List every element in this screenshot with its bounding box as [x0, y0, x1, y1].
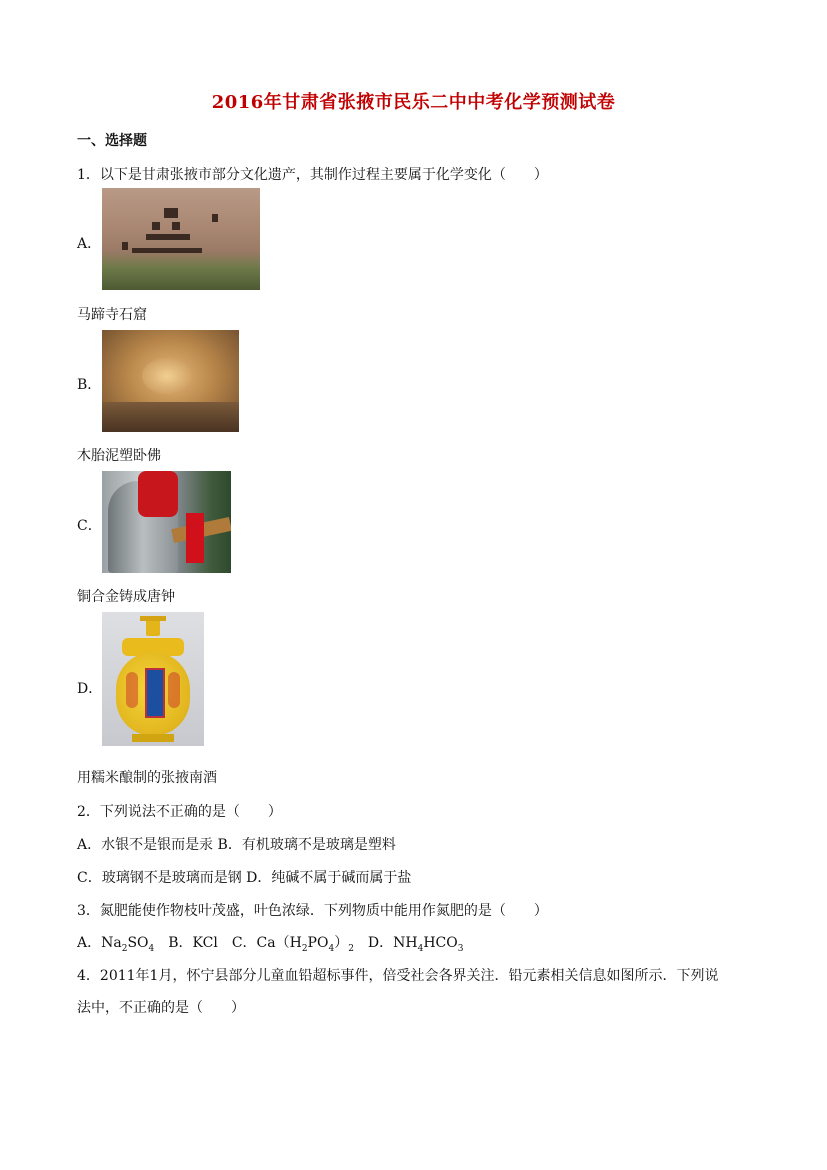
q3-d-mid: HCO — [423, 935, 458, 951]
option-a-caption: 马蹄寺石窟 — [77, 307, 147, 323]
option-d-caption: 用糯米酿制的张掖南酒 — [77, 770, 217, 786]
buddha-image — [102, 330, 239, 432]
question-4-line-1: 4．2011年1月，怀宁县部分儿童血铅超标事件，倍受社会各界关注．铅元素相关信息如图所示．下列说 — [77, 968, 719, 984]
option-b-caption: 木胎泥塑卧佛 — [77, 448, 161, 464]
q3-d-sub2: 3 — [457, 943, 464, 954]
q3-c-sub1: 2 — [301, 943, 308, 954]
q3-a-sub2: 4 — [148, 943, 155, 954]
question-3-options — [77, 932, 463, 954]
question-1-stem: 1．以下是甘肃张掖市部分文化遗产，其制作过程主要属于化学变化（ ） — [77, 167, 548, 183]
question-3-stem: 3．氮肥能使作物枝叶茂盛，叶色浓绿．下列物质中能用作氮肥的是（ ） — [77, 903, 548, 919]
q3-b: B．KCl C．Ca（H — [154, 935, 302, 951]
question-4-line-2: 法中，不正确的是（ ） — [77, 1000, 245, 1016]
q3-c-sub3: 2 — [348, 943, 354, 954]
vase-image — [102, 612, 204, 746]
q3-a-pre: A．Na — [77, 935, 122, 951]
question-2-options-ab: A．水银不是银而是汞 B．有机玻璃不是玻璃是塑料 — [77, 837, 396, 853]
question-2-options-cd: C．玻璃钢不是玻璃而是钢 D．纯碱不属于碱而属于盐 — [77, 870, 412, 886]
option-b-letter: B． — [77, 377, 102, 393]
page-title: 2016年甘肃省张掖市民乐二中中考化学预测试卷 — [211, 92, 616, 113]
q3-c-mid: PO — [307, 935, 329, 951]
q3-c-sub2: 4 — [328, 943, 335, 954]
question-2-stem: 2．下列说法不正确的是（ ） — [77, 804, 282, 820]
bell-image — [102, 471, 231, 573]
section-heading: 一、选择题 — [77, 133, 147, 149]
q3-d-sub1: 4 — [417, 943, 424, 954]
q3-c-post: ） — [334, 935, 349, 951]
option-a-letter: A． — [77, 236, 102, 252]
q3-d-pre: D．NH — [353, 935, 418, 951]
option-d-letter: D． — [77, 681, 103, 697]
grotto-image — [102, 188, 260, 290]
q3-a-mid: SO — [127, 935, 149, 951]
option-c-letter: C． — [77, 518, 102, 534]
option-c-caption: 铜合金铸成唐钟 — [77, 589, 175, 605]
q3-a-sub1: 2 — [121, 943, 128, 954]
